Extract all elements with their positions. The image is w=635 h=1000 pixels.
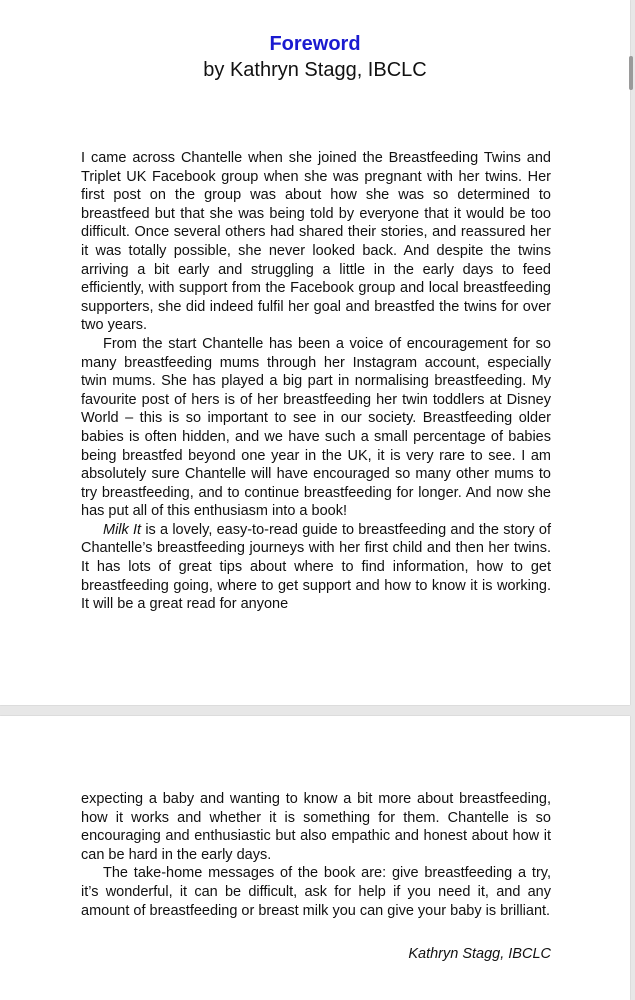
foreword-body-page-two: [81, 790, 551, 920]
paragraph-2: From the start Chantelle has been a voice of encouragement for so many breastfeeding mums through her Instagram account, especially twin mums. She has played a big part in normalising breastfeeding. My favourite post of hers is of her breastfeeding her twin toddlers at Disney World – this is so important to see in our society. Breastfeeding older babies is often hidden, and we have such a small percentage of babies being breastfed beyond one year in the UK, it is very rare to see. I am absolutely sure Chantelle will have encouraged so many other mums to try breastfeeding, and to continue breastfeeding for longer. And now she has put all of this enthusiasm into a book!: [81, 335, 551, 520]
book-title-milk-it: Milk It: [103, 521, 142, 538]
scrollbar-thumb[interactable]: [629, 56, 633, 90]
signature: Kathryn Stagg, IBCLC: [408, 946, 551, 962]
page-title: Foreword: [269, 33, 361, 55]
foreword-body-page-one: [81, 149, 551, 614]
paragraph-3: [81, 521, 551, 614]
paragraph-3-text: is a lovely, easy-to-read guide to breastfeeding and the story of Chantelle’s breastfeeding journeys with her first child and then her twins. It has lots of great tips about where to find information, how to get breastfeeding going, where to get support and how to know it is working. It will be a great read for anyone: [81, 521, 551, 613]
author-byline: by Kathryn Stagg, IBCLC: [203, 59, 427, 81]
paragraph-1: I came across Chantelle when she joined the Breastfeeding Twins and Triplet UK Facebook group when she was pregnant with her twins. Her first post on the group was about how she was so determined to breastfeed but that she was being told by everyone that it would be too difficult. Once several others had shared their stories, and reassured her it was totally possible, she never looked back. And despite the twins arriving a bit early and struggling a little in the early days to feed efficiently, with support from the Facebook group and local breastfeeding supporters, she did indeed fulfil her goal and breastfed the twins for over two years.: [81, 150, 551, 334]
paragraph-5: The take-home messages of the book are: give breastfeeding a try, it’s wonderful, it can be difficult, ask for help if you need it, and any amount of breastfeeding or breast milk you can give your baby is brilliant.: [81, 865, 551, 919]
paragraph-4: expecting a baby and wanting to know a bit more about breastfeeding, how it works and whether it is something for them. Chantelle is so encouraging and enthusiastic but also empathic and honest about how it can be hard in the early days.: [81, 791, 551, 863]
